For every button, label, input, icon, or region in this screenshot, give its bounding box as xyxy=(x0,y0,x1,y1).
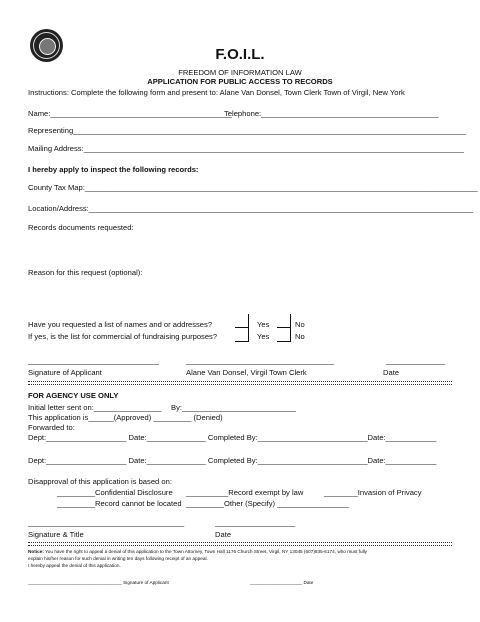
clerk-signature-line[interactable]: ___________________________________ xyxy=(186,356,334,365)
disapproval-label: Disapproval of this application is based on: xyxy=(28,477,172,486)
notice-text-line-3: I hereby appeal the denial of this application. xyxy=(28,563,121,568)
mailing-address-field[interactable]: Mailing Address:__________________________________________________________________________________________ xyxy=(28,144,464,153)
records-requested-field[interactable]: Records documents requested: xyxy=(28,223,134,232)
forwarded-to-label: Forwarded to: xyxy=(28,423,75,432)
name-field[interactable]: Name:___________________________________________ xyxy=(28,109,232,118)
agency-date-line[interactable]: ___________________ xyxy=(215,518,296,527)
appeal-date-field[interactable]: ____________________ Date xyxy=(250,580,314,585)
appeal-signature-field[interactable]: ____________________________________ Signature of Applicant xyxy=(28,580,169,585)
question-commercial-purpose: If yes, is the list for commercial of fundraising purposes? xyxy=(28,332,218,341)
q2-no-label: No xyxy=(295,332,305,341)
signature-title-line[interactable]: _____________________________________ xyxy=(28,518,185,527)
form-subtitle: FREEDOM OF INFORMATION LAW xyxy=(178,68,302,77)
notice-text-line-2: explain his/her reason for such denial in writing ten days following receipt of an appeal. xyxy=(28,556,208,561)
applicant-signature-label: Signature of Applicant xyxy=(28,368,102,377)
q1-no-checkbox[interactable] xyxy=(277,314,291,328)
form-title: F.O.I.L. xyxy=(215,46,265,63)
notice-text-line-1: Notice: You have the right to appeal a denial of this application to the Town Attorney, Town Hall 1176 Church Street, Virgil, NY 13045 (607)835-6174, who must fully xyxy=(28,549,368,554)
applicant-signature-line[interactable]: _______________________________ xyxy=(28,356,159,365)
request-heading: I hereby apply to inspect the following records: xyxy=(28,165,199,174)
confidential-disclosure-option[interactable]: _________Confidential Disclosure xyxy=(57,488,173,497)
record-not-located-option[interactable]: _________Record cannot be located xyxy=(57,499,182,508)
q1-yes-label: Yes xyxy=(257,320,270,329)
q1-no-label: No xyxy=(295,320,305,329)
other-specify-option[interactable]: _________Other (Specify) _________________ xyxy=(186,499,349,508)
notice-divider xyxy=(28,542,452,543)
question-list-requested: Have you requested a list of names and or addresses? xyxy=(28,320,213,329)
clerk-signature-label: Alane Van Donsel, Virgil Town Clerk xyxy=(186,368,307,377)
approval-field[interactable]: This application is______(Approved) _________ (Denied) xyxy=(28,413,223,422)
agency-heading: FOR AGENCY USE ONLY xyxy=(28,391,119,400)
by-field[interactable]: By:___________________________ xyxy=(171,403,297,412)
notice-divider xyxy=(28,545,452,546)
q2-no-checkbox[interactable] xyxy=(277,328,291,342)
reason-field[interactable]: Reason for this request (optional): xyxy=(28,268,143,277)
q2-yes-label: Yes xyxy=(257,332,270,341)
dept-row-2[interactable]: Dept:___________________ Date:______________ Completed By:__________________________Date:____________ xyxy=(28,456,437,465)
record-exempt-option[interactable]: __________Record exempt by law xyxy=(186,488,304,497)
county-tax-map-field[interactable]: County Tax Map:_____________________________________________________________________________________________ xyxy=(28,183,478,192)
representing-field[interactable]: Representing_____________________________________________________________________________________________ xyxy=(28,126,466,135)
invasion-of-privacy-option[interactable]: ________Invasion of Privacy xyxy=(324,488,422,497)
agency-date-label: Date xyxy=(215,530,232,539)
signature-title-label: Signature & Title xyxy=(28,530,84,539)
date-line[interactable]: ______________ xyxy=(386,356,446,365)
dept-row-1[interactable]: Dept:___________________ Date:______________ Completed By:__________________________Date:____________ xyxy=(28,433,437,442)
section-divider xyxy=(28,381,452,382)
q1-yes-checkbox[interactable] xyxy=(235,314,249,328)
q2-yes-checkbox[interactable] xyxy=(235,328,249,342)
initial-letter-field[interactable]: Initial letter sent on:________________ xyxy=(28,403,162,412)
instructions-text: Instructions: Complete the following form and present to: Alane Van Donsel, Town Clerk Town of Virgil, New York xyxy=(28,88,405,97)
section-divider xyxy=(28,384,452,385)
application-title: APPLICATION FOR PUBLIC ACCESS TO RECORDS xyxy=(147,77,333,86)
telephone-field[interactable]: Telephone:__________________________________________ xyxy=(224,109,439,118)
date-label: Date xyxy=(383,368,400,377)
location-address-field[interactable]: Location/Address:___________________________________________________________________________________________ xyxy=(28,204,474,213)
